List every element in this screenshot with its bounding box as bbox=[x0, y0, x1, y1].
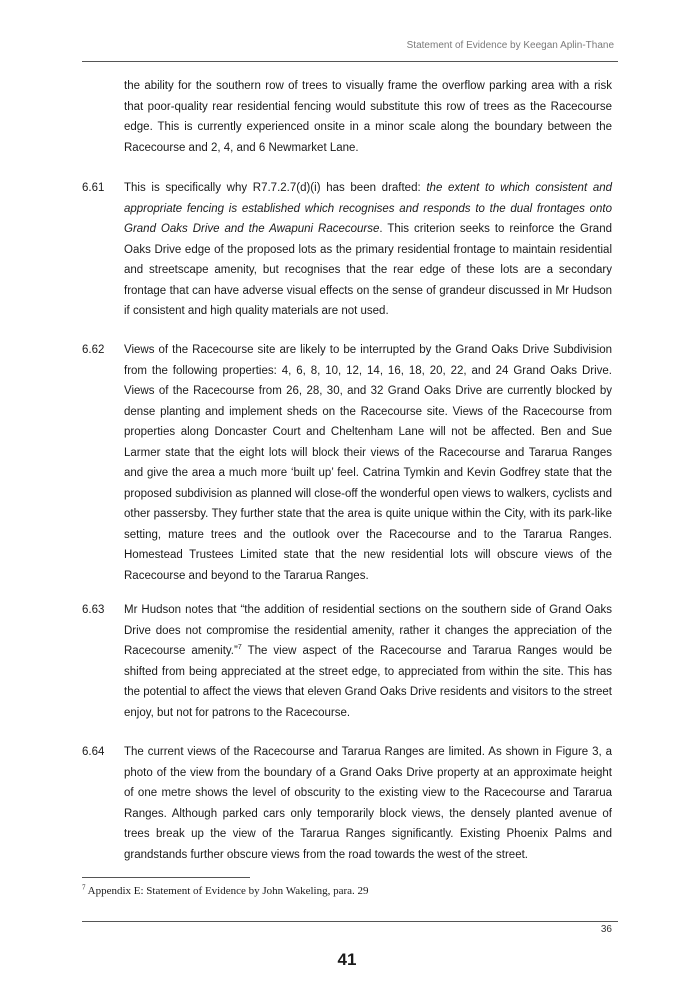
paragraph-text: Views of the Racecourse site are likely to be interrupted by the Grand Oaks Drive Subdivision from the following properties: 4, 6, 8, 10, 12, 14, 16, 18, 20, 22, and 24 Grand Oaks Drive. Views of the Racecourse from 26, 28, 30, and 32 Grand Oaks Drive are currently blocked by dense planting and implement sheds on the Racecourse site. Views of the Racecourse from properties along Doncaster Court and Cheltenham Lane will not be affected. Ben and Sue Larmer state that the eight lots will block their views of the Racecourse and Tararua Ranges and give the area a much more ‘built up’ feel. Catrina Tymkin and Kevin Godfrey state that the proposed subdivision as planned will close-off the wonderful open views to walkers, cyclists and other passersby. They further state that the area is quite unique within the City, with its park-like setting, mature trees and the outlook over the Racecourse and to the Tararua Ranges. Homestead Trustees Limited state that the new residential lots will obscure views of the Racecourse and beyond to the Tararua Ranges. bbox=[124, 344, 612, 582]
paragraph-6-62 bbox=[82, 340, 612, 586]
paragraph-number: 6.64 bbox=[82, 746, 105, 758]
footnote-marker: 7 bbox=[82, 883, 86, 892]
paragraph-text-part: Mr Hudson notes that “the addition of residential sections on the southern side of Grand Oaks Drive does not compromise the residential amenity, rather it changes the appreciation of the Racecourse amenity.” bbox=[124, 604, 612, 657]
page-number: 36 bbox=[600, 924, 612, 935]
paragraph-number: 6.61 bbox=[82, 182, 105, 194]
footnote-text: Appendix E: Statement of Evidence by John Wakeling, para. 29 bbox=[85, 885, 369, 897]
document-stamp-number: 41 bbox=[337, 950, 357, 969]
footnote-rule bbox=[82, 877, 250, 878]
paragraph-6-61 bbox=[82, 178, 612, 322]
header-rule bbox=[82, 61, 618, 62]
paragraph-text bbox=[124, 178, 612, 322]
quoted-criterion: the extent to which consistent and appropriate fencing is established which recognises and responds to the dual frontages onto Grand Oaks Drive and the Awapuni Racecourse bbox=[124, 182, 613, 235]
paragraph-text-part: . This criterion seeks to reinforce the Grand Oaks Drive edge of the proposed lots as the primary residential frontage to maintain residential and streetscape amenity, but recognises that the rear edge of these lots are a secondary frontage that can have adverse visual effects on the sense of grandeur discussed in Mr Hudson if consistent and high quality materials are not used. bbox=[124, 223, 612, 317]
footer-rule bbox=[82, 921, 618, 922]
paragraph-text: The current views of the Racecourse and Tararua Ranges are limited. As shown in Figure 3, a photo of the view from the boundary of a Grand Oaks Drive property at an approximate height of one metre shows the level of obscurity to the existing view to the Racecourse and Tararua Ranges. Although parked cars only temporarily block views, the densely planted avenue of trees break up the view of the Tararua Ranges significantly. Existing Phoenix Palms and grandstands further obscure views from the road towards the west of the street. bbox=[124, 746, 612, 861]
footnote-reference: 7 bbox=[237, 644, 242, 652]
continuation-paragraph: the ability for the southern row of trees to visually frame the overflow parking area with a risk that poor-quality rear residential fencing would substitute this row of trees as the Racecourse edge. This is currently experienced onsite in a minor scale along the boundary between the Racecourse and 2, 4, and 6 Newmarket Lane. bbox=[124, 80, 612, 154]
footnote bbox=[82, 885, 369, 897]
paragraph-text bbox=[124, 600, 612, 723]
paragraph-text-part: This is specifically why R7.7.2.7(d)(i) has been drafted: bbox=[124, 182, 427, 194]
paragraph-6-64 bbox=[82, 742, 612, 865]
paragraph-6-63 bbox=[82, 600, 612, 723]
running-header: Statement of Evidence by Keegan Aplin-Thane bbox=[406, 40, 614, 51]
paragraph-number: 6.62 bbox=[82, 344, 105, 356]
paragraph-number: 6.63 bbox=[82, 604, 105, 616]
paragraph-text-part: The view aspect of the Racecourse and Tararua Ranges would be shifted from being appreciated at the street edge, to appreciated from within the site. This has the potential to affect the views that eleven Grand Oaks Drive residents and visitors to the street enjoy, but not for patrons to the Racecourse. bbox=[124, 645, 613, 719]
